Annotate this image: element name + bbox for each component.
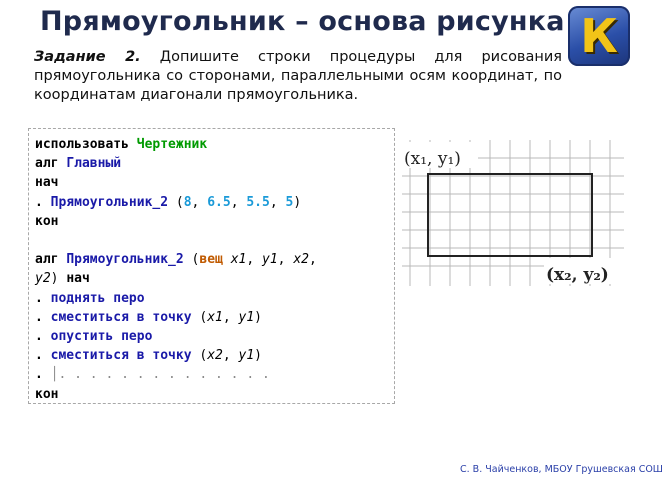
bottom-right-coord-label: (x₂, y₂) xyxy=(546,265,609,285)
call-proc-name: Прямоугольник_2 xyxy=(50,194,169,210)
task-text xyxy=(34,48,562,105)
keyword-alg: алг xyxy=(35,252,59,268)
logo-letter: К xyxy=(580,9,618,63)
type-keyword: вещ xyxy=(199,252,223,268)
rectangle-figure xyxy=(402,140,624,286)
proc-name: Прямоугольник_2 xyxy=(66,252,184,268)
code-line-alg-main xyxy=(35,154,388,173)
code-line-end xyxy=(35,385,388,404)
code-line-proc-header: алг Прямоугольник_2 (вещ x1, y1, x2, xyxy=(35,252,317,268)
cmd-pen-up: поднять перо xyxy=(50,290,145,306)
arg: y1 xyxy=(238,348,255,364)
keyword-end: кон xyxy=(35,386,59,402)
author-credit: С. В. Чайченков, МБОУ Грушевская СОШ xyxy=(460,464,663,475)
line-dot: . xyxy=(35,348,43,364)
arg: x2 xyxy=(207,348,223,364)
main-alg-name: Главный xyxy=(66,156,122,172)
line-dot: . xyxy=(35,367,43,383)
arg: y1 xyxy=(238,309,255,325)
cmd-move-to: сместиться в точку xyxy=(50,309,192,325)
code-line-pen-up xyxy=(35,289,388,308)
cmd-move-to: сместиться в точку xyxy=(50,348,192,364)
param: y1 xyxy=(262,252,278,268)
code-line-placeholder[interactable] xyxy=(35,365,388,384)
keyword-begin: нач xyxy=(35,175,59,191)
line-dot: . xyxy=(35,290,43,306)
code-line-end xyxy=(35,212,388,231)
call-arg: 8 xyxy=(183,194,192,210)
line-dot: . xyxy=(35,309,43,325)
module-name: Чертежник xyxy=(136,137,208,152)
code-line-call: . Прямоугольник_2 (8, 6.5, 5.5, 5) xyxy=(35,194,302,210)
task-label: Задание 2. xyxy=(34,49,141,65)
param: x1 xyxy=(230,252,247,268)
param: y2 xyxy=(35,271,51,287)
page-title: Прямоугольник – основа рисунка xyxy=(40,6,565,37)
arg: x1 xyxy=(207,309,223,325)
cmd-pen-down: опустить перо xyxy=(50,329,153,345)
code-line-move-1: . сместиться в точку (x1, y1) xyxy=(35,309,262,325)
line-dot: . xyxy=(35,329,43,345)
keyword-alg: алг xyxy=(35,156,59,172)
code-line-pen-down xyxy=(35,327,388,346)
param: x2 xyxy=(293,252,309,268)
top-left-coord-label: (x₁, y₁) xyxy=(404,149,461,169)
code-block xyxy=(28,128,395,404)
code-line-move-2: . сместиться в точку (x2, y1) xyxy=(35,348,262,364)
kumir-logo xyxy=(568,6,630,66)
keyword-end: кон xyxy=(35,213,59,229)
code-line-proc-header-cont: y2) нач xyxy=(35,271,90,287)
code-line-use xyxy=(35,135,388,154)
line-dot: . xyxy=(35,194,43,210)
input-placeholder[interactable]: │. . . . . . . . . . . . . . xyxy=(50,367,270,383)
call-arg: 5.5 xyxy=(246,194,270,210)
code-line-begin xyxy=(35,173,388,192)
task-description: Допишите строки процедуры для рисования прямоугольника со сторонами, параллельными осям координат, по координатам диагонали прямоугольника. xyxy=(34,49,562,103)
keyword-begin: нач xyxy=(66,271,90,287)
code-line-blank xyxy=(35,231,388,250)
keyword-use: использовать xyxy=(35,137,129,152)
call-arg: 6.5 xyxy=(207,194,231,210)
call-arg: 5 xyxy=(285,194,294,210)
